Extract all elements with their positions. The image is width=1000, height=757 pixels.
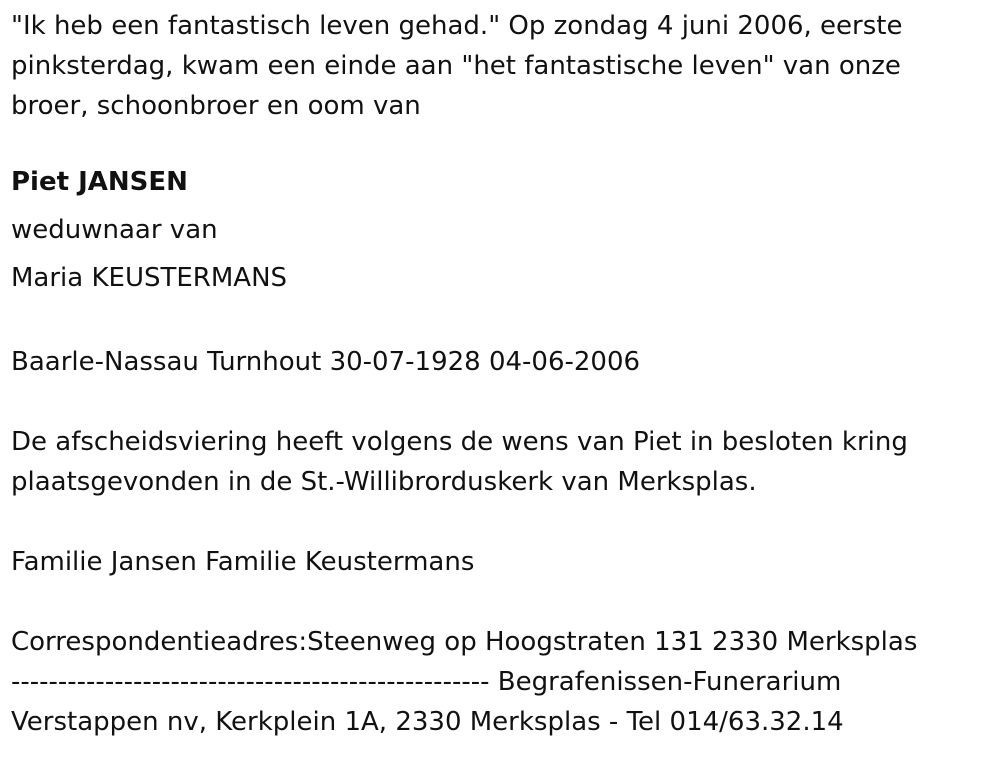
dates-line: Baarle-Nassau Turnhout 30-07-1928 04-06-2006: [11, 347, 641, 377]
ceremony-line: De afscheidsviering heeft volgens de wens van Piet in besloten kring: [11, 427, 908, 457]
families-paragraph: [11, 542, 991, 582]
families-line: Familie Jansen Familie Keustermans: [11, 547, 475, 577]
relation-text: weduwnaar van: [11, 215, 218, 245]
spacer: [11, 582, 991, 622]
spouse-name: Maria KEUSTERMANS: [11, 263, 288, 293]
intro-line: "Ik heb een fantastisch leven gehad." Op zondag 4 juni 2006, eerste: [11, 11, 903, 41]
dates-paragraph: [11, 342, 991, 382]
spacer: [11, 126, 991, 154]
ceremony-line: plaatsgevonden in de St.-Willibrorduskerk van Merksplas.: [11, 467, 757, 497]
deceased-block: [11, 158, 991, 302]
address-line: Correspondentieadres:Steenweg op Hoogstraten 131 2330 Merksplas: [11, 627, 918, 657]
spacer: [11, 502, 991, 542]
intro-line: pinksterdag, kwam een einde aan "het fantastische leven" van onze: [11, 51, 901, 81]
ceremony-paragraph: [11, 422, 991, 502]
spacer: [11, 382, 991, 422]
funeral-home-line: Verstappen nv, Kerkplein 1A, 2330 Merksplas - Tel 014/63.32.14: [11, 707, 844, 737]
intro-paragraph: [11, 6, 991, 126]
intro-line: broer, schoonbroer en oom van: [11, 91, 421, 121]
separator-line: --------------------------------------------------- Begrafenissen-Funerarium: [11, 667, 842, 697]
spacer: [11, 302, 991, 342]
deceased-name: Piet JANSEN: [11, 167, 188, 197]
footer-paragraph: [11, 622, 991, 742]
obituary-document: [11, 6, 991, 742]
